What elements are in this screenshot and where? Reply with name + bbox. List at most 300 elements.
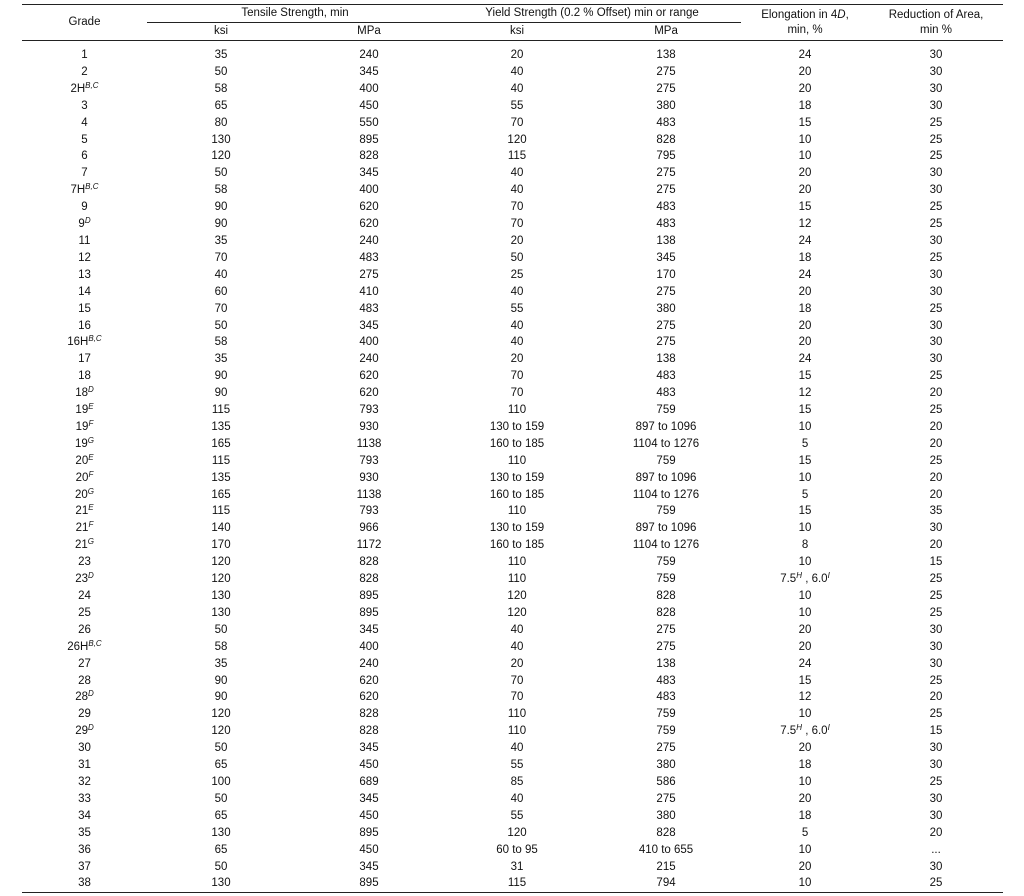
table-row: [22, 132, 1003, 149]
tensile-ksi-cell: 115: [211, 454, 231, 467]
grade-value: 18: [78, 370, 91, 383]
table-row: [22, 520, 1003, 537]
elongation-value: 24: [798, 49, 812, 61]
tensile-mpa-cell: 1172: [356, 539, 382, 552]
grade-header: Grade: [22, 5, 147, 41]
grade-cell: [22, 808, 147, 825]
elongation-cell: [741, 385, 869, 402]
tensile-ksi-cell: 35: [214, 49, 228, 61]
yield-mpa-cell: 483: [656, 370, 676, 383]
yield-ksi-cell: 130 to 159: [489, 522, 545, 535]
yield-ksi-cell: 130 to 159: [489, 420, 545, 433]
yield-ksi-cell: 110: [507, 725, 527, 738]
grade-cell: [22, 554, 147, 571]
table-row: [22, 233, 1003, 250]
elongation-value: 15: [798, 116, 812, 129]
yield-ksi-cell: 110: [507, 573, 527, 586]
yield-ksi-cell: 70: [510, 201, 524, 214]
reduction-area-cell: 25: [929, 454, 943, 467]
reduction-area-cell: 30: [929, 759, 943, 772]
yield-mpa-cell: 138: [656, 49, 676, 61]
grade-footnote: B,C: [88, 638, 102, 648]
reduction-area-cell: 30: [929, 167, 943, 180]
table-row: [22, 571, 1003, 588]
grade-value: 19: [74, 437, 88, 450]
elongation-value: 10: [798, 420, 812, 433]
elongation-cell: [741, 351, 869, 368]
tensile-ksi-cell: 165: [211, 488, 231, 501]
grade-footnote: D: [88, 571, 94, 581]
table-row: [22, 470, 1003, 487]
yield-mpa-cell: 275: [656, 640, 676, 653]
grade-value: 25: [78, 606, 91, 619]
tensile-ksi-cell: 70: [214, 251, 228, 264]
grade-value: 16H: [67, 336, 89, 349]
elongation-value: 15: [798, 404, 812, 417]
elongation-cell: [741, 622, 869, 639]
tensile-ksi-cell: 65: [214, 843, 228, 856]
elongation-cell: [741, 250, 869, 267]
reduction-area-cell: 25: [929, 302, 943, 315]
tensile-mpa-cell: 450: [359, 843, 379, 856]
tensile-mpa-cell: 793: [359, 404, 379, 417]
reduction-area-cell: 25: [929, 708, 943, 721]
tensile-ksi-cell: 165: [211, 437, 231, 450]
yield-ksi-cell: 70: [510, 116, 524, 129]
yield-ksi-cell: 70: [510, 218, 524, 231]
yield-mpa-cell: 138: [656, 234, 676, 247]
tensile-ksi-cell: 90: [214, 387, 228, 400]
reduction-area-cell: 25: [929, 573, 943, 586]
grade-value: 29: [78, 708, 91, 721]
elongation-footnote: H: [796, 571, 802, 581]
reduction-area-cell: 30: [929, 99, 943, 112]
tensile-ksi-cell: 120: [211, 556, 231, 569]
elongation-value: 15: [798, 674, 812, 687]
elongation-cell: [741, 605, 869, 622]
elongation-value-2: , 6.0: [802, 725, 828, 738]
table-row: [22, 64, 1003, 81]
grade-cell: [22, 723, 147, 740]
grade-value: 37: [78, 860, 91, 873]
reduction-area-cell: 20: [929, 539, 943, 552]
table-row: [22, 757, 1003, 774]
tensile-ksi-cell: 65: [214, 759, 228, 772]
elongation-cell: [741, 503, 869, 520]
grade-cell: [22, 199, 147, 216]
grade-cell: [22, 284, 147, 301]
grade-value: 36: [78, 843, 91, 856]
table-row: [22, 81, 1003, 98]
grade-cell: [22, 639, 147, 656]
grade-value: 9: [78, 218, 85, 231]
grade-value: 34: [78, 809, 91, 822]
elongation-value: 20: [798, 640, 812, 653]
tensile-mpa-cell: 275: [359, 268, 379, 281]
elongation-cell: [741, 673, 869, 690]
tensile-mpa-cell: 828: [359, 708, 379, 721]
tensile-ksi-cell: 100: [211, 775, 231, 788]
table-header: [22, 5, 1003, 41]
elongation-footnote-2: I: [827, 723, 830, 733]
tensile-ksi-cell: 50: [214, 65, 228, 78]
grade-cell: [22, 706, 147, 723]
table-row: [22, 639, 1003, 656]
yield-ksi-cell: 110: [507, 404, 527, 417]
reduction-area-cell: 30: [929, 49, 943, 61]
grade-cell: [22, 487, 147, 504]
table-row: [22, 875, 1003, 892]
table-row: [22, 250, 1003, 267]
elongation-value: 20: [798, 167, 812, 180]
reduction-area-cell: 25: [929, 370, 943, 383]
tensile-mpa-cell: 483: [359, 251, 379, 264]
elongation-value: 24: [798, 657, 812, 670]
elongation-value: 20: [798, 319, 812, 332]
elongation-cell: [741, 588, 869, 605]
tensile-ksi-cell: 130: [211, 606, 231, 619]
yield-ksi-cell: 40: [510, 167, 524, 180]
table-row: [22, 588, 1003, 605]
yield-mpa-cell: 275: [656, 65, 676, 78]
grade-footnote: E: [88, 503, 94, 513]
tensile-mpa-cell: 828: [359, 556, 379, 569]
grade-cell: [22, 41, 147, 64]
reduction-area-cell: 30: [929, 285, 943, 298]
yield-mpa-cell: 275: [656, 167, 676, 180]
tensile-requirements-table: [22, 4, 1003, 893]
tensile-mpa-cell: 240: [359, 353, 379, 366]
tensile-mpa-cell: 345: [359, 623, 379, 636]
reduction-area-cell: 30: [929, 623, 943, 636]
table-row: [22, 115, 1003, 132]
yield-ksi-cell: 55: [510, 302, 524, 315]
tensile-ksi-cell: 80: [214, 116, 228, 129]
tensile-ksi-cell: 115: [211, 505, 231, 518]
yield-ksi-cell: 115: [443, 875, 591, 892]
yield-mpa-cell: 759: [656, 556, 676, 569]
elongation-cell: [741, 81, 869, 98]
grade-cell: [22, 216, 147, 233]
elongation-value: 20: [798, 623, 812, 636]
tensile-ksi-cell: 130: [147, 875, 295, 892]
grade-value: 2H: [70, 82, 86, 95]
grade-value: 16: [78, 319, 91, 332]
yield-ksi-cell: 20: [510, 657, 524, 670]
tensile-mpa-cell: 240: [359, 657, 379, 670]
yield-ksi-cell: 55: [510, 759, 524, 772]
table-body: [22, 41, 1003, 893]
reduction-area-cell: ...: [931, 843, 941, 856]
yield-mpa-cell: 828: [656, 826, 676, 839]
grade-value: 17: [78, 353, 91, 366]
grade-value: 20: [75, 454, 89, 467]
grade-value: 24: [78, 590, 91, 602]
reduction-area-cell: 30: [929, 792, 943, 805]
tensile-mpa-cell: 620: [359, 387, 379, 400]
yield-mpa-cell: 275: [656, 623, 676, 636]
grade-cell: [22, 64, 147, 81]
table-row: [22, 605, 1003, 622]
grade-value: 7H: [70, 184, 86, 197]
table-row: [22, 706, 1003, 723]
tensile-ksi-cell: 120: [211, 708, 231, 721]
elongation-cell: [741, 639, 869, 656]
elongation-value: 18: [798, 809, 812, 822]
grade-value: 23: [78, 556, 91, 569]
reduction-area-cell: 30: [929, 336, 943, 349]
elongation-value: 7.5: [780, 573, 797, 586]
reduction-area-header-text: Reduction of Area,: [888, 8, 984, 21]
yield-ksi-cell: 160 to 185: [489, 488, 545, 501]
tensile-mpa-cell: 620: [359, 674, 379, 687]
yield-ksi-cell: 40: [510, 285, 524, 298]
yield-ksi-cell: 40: [510, 742, 524, 755]
grade-cell: [22, 605, 147, 622]
elongation-cell: [741, 554, 869, 571]
grade-value: 29: [75, 725, 88, 738]
reduction-area-cell: 25: [929, 116, 943, 129]
table-row: [22, 842, 1003, 859]
yield-mpa-cell: 380: [656, 99, 676, 112]
table-row: [22, 165, 1003, 182]
grade-value: 7: [81, 167, 88, 180]
elongation-value: 10: [798, 708, 812, 721]
reduction-area-cell: 25: [929, 590, 943, 602]
tensile-mpa-cell: 483: [359, 302, 379, 315]
elongation-cell: [741, 537, 869, 554]
tensile-mpa-cell: 895: [359, 606, 379, 619]
yield-mpa-cell: 138: [656, 353, 676, 366]
grade-cell: [22, 81, 147, 98]
yield-ksi-cell: 70: [510, 691, 524, 704]
grade-cell: [22, 774, 147, 791]
elongation-value: 18: [798, 251, 812, 264]
yield-mpa-cell: 410 to 655: [638, 843, 694, 856]
elongation-header-comma: ,: [845, 8, 849, 21]
tensile-ksi-cell: 135: [211, 471, 231, 484]
grade-cell: [22, 842, 147, 859]
table-row: [22, 199, 1003, 216]
tensile-mpa-cell: 689: [359, 775, 379, 788]
elongation-cell: [741, 689, 869, 706]
elongation-value: 10: [798, 471, 812, 484]
reduction-area-cell: 25: [929, 775, 943, 788]
tensile-ksi-cell: 120: [211, 725, 231, 738]
table-row: [22, 453, 1003, 470]
grade-value: 12: [78, 251, 91, 264]
yield-ksi-cell: 40: [510, 623, 524, 636]
grade-cell: [22, 318, 147, 335]
table-row: [22, 216, 1003, 233]
grade-value: 19: [75, 404, 89, 417]
reduction-area-cell: 25: [929, 150, 943, 163]
elongation-cell: [741, 165, 869, 182]
reduction-area-cell: 30: [929, 82, 943, 95]
table-row: [22, 368, 1003, 385]
grade-value: 9: [81, 201, 88, 214]
reduction-area-cell: 20: [929, 387, 943, 400]
tensile-mpa-cell: 345: [359, 167, 379, 180]
tensile-ksi-cell: 58: [214, 640, 228, 653]
yield-mpa-cell: 828: [656, 606, 676, 619]
yield-ksi-cell: 40: [510, 65, 524, 78]
grade-cell: [22, 859, 147, 876]
grade-cell: [22, 165, 147, 182]
tensile-ksi-cell: 90: [214, 674, 228, 687]
tensile-mpa-cell: 345: [359, 742, 379, 755]
grade-cell: [22, 520, 147, 537]
grade-value: 13: [78, 268, 91, 281]
yield-ksi-cell: 40: [510, 319, 524, 332]
yield-ksi-cell: 120: [507, 133, 527, 146]
yield-ksi-cell: 60 to 95: [496, 843, 538, 856]
elongation-value: 10: [798, 843, 812, 856]
elongation-value: 18: [798, 302, 812, 315]
tensile-ksi-cell: 35: [214, 353, 228, 366]
tensile-ksi-cell: 65: [214, 809, 228, 822]
tensile-mpa-cell: 550: [359, 116, 379, 129]
elongation-cell: [741, 520, 869, 537]
grade-cell: [22, 419, 147, 436]
tensile-mpa-cell: 895: [295, 875, 443, 892]
yield-mpa-cell: 483: [656, 674, 676, 687]
reduction-area-cell: 25: [929, 133, 943, 146]
grade-value: 21: [74, 539, 88, 552]
tensile-ksi-cell: 90: [214, 201, 228, 214]
grade-footnote: D: [84, 216, 91, 226]
tensile-mpa-cell: 895: [359, 590, 379, 602]
elongation-cell: [741, 115, 869, 132]
reduction-area-cell: 30: [929, 809, 943, 822]
grade-cell: [22, 148, 147, 165]
table-row: [22, 487, 1003, 504]
elongation-value: 15: [798, 201, 812, 214]
grade-value: 2: [81, 65, 88, 78]
table-row: [22, 301, 1003, 318]
tensile-ksi-cell: 58: [214, 336, 228, 349]
grade-value: 28: [78, 674, 91, 687]
tensile-mpa-cell: 345: [359, 860, 379, 873]
tensile-mpa-cell: 930: [359, 420, 379, 433]
tensile-ksi-cell: 35: [214, 657, 228, 670]
reduction-area-cell: 25: [929, 606, 943, 619]
elongation-value: 10: [798, 606, 812, 619]
elongation-cell: [741, 656, 869, 673]
reduction-area-cell: 30: [929, 268, 943, 281]
yield-mpa-cell: 1104 to 1276: [632, 437, 700, 450]
tensile-ksi-cell: 65: [214, 99, 228, 112]
elongation-footnote-2: I: [827, 571, 830, 581]
yield-ksi-cell: 160 to 185: [489, 539, 545, 552]
elongation-value: 24: [798, 353, 812, 366]
grade-value: 20: [74, 488, 88, 501]
grade-value: 19: [75, 420, 89, 433]
yield-mpa-cell: 483: [656, 387, 676, 400]
yield-mpa-cell: 275: [656, 285, 676, 298]
grade-value: 26: [78, 623, 91, 636]
yield-ksi-cell: 50: [510, 251, 524, 264]
reduction-area-cell: 30: [929, 640, 943, 653]
yield-mpa-cell: 897 to 1096: [635, 522, 697, 535]
yield-ksi-cell: 20: [510, 234, 524, 247]
table-row: [22, 436, 1003, 453]
tensile-mpa-cell: 620: [359, 370, 379, 383]
grade-value: 4: [81, 116, 88, 129]
tensile-ksi-cell: 140: [211, 522, 231, 535]
yield-mpa-cell: 1104 to 1276: [632, 488, 700, 501]
grade-cell: [22, 301, 147, 318]
elongation-header-text: Elongation in 4: [761, 8, 838, 21]
tensile-ksi-cell: 130: [211, 133, 231, 146]
tensile-mpa-cell: 400: [359, 640, 379, 653]
yield-ksi-cell: 55: [510, 809, 524, 822]
elongation-value: 10: [798, 522, 812, 535]
tensile-ksi-cell: 35: [214, 234, 228, 247]
grade-footnote: D: [88, 723, 94, 733]
reduction-area-cell: 25: [929, 404, 943, 417]
grade-cell: [22, 453, 147, 470]
elongation-value: 10: [798, 133, 812, 146]
grade-cell: [22, 571, 147, 588]
grade-footnote: F: [88, 520, 94, 530]
reduction-area-cell: 30: [929, 353, 943, 366]
elongation-value: 20: [798, 336, 812, 349]
yield-mpa-cell: 380: [656, 302, 676, 315]
table-row: [22, 689, 1003, 706]
elongation-value: 8: [801, 539, 809, 552]
elongation-cell: [741, 453, 869, 470]
grade-cell: [22, 470, 147, 487]
grade-footnote: D: [88, 689, 94, 699]
yield-mpa-cell: 380: [656, 759, 676, 772]
yield-strength-header: Yield Strength (0.2 % Offset) min or range: [443, 5, 741, 23]
yield-mpa-cell: 380: [656, 809, 676, 822]
table-row: [22, 740, 1003, 757]
table-row: [22, 182, 1003, 199]
table-row: [22, 859, 1003, 876]
table-row: [22, 503, 1003, 520]
reduction-area-cell: 30: [929, 65, 943, 78]
elongation-value: 20: [798, 860, 812, 873]
grade-cell: [22, 791, 147, 808]
grade-footnote: G: [87, 537, 95, 547]
elongation-cell: [741, 284, 869, 301]
grade-cell: [22, 351, 147, 368]
grade-value: 18: [75, 387, 88, 400]
elongation-cell: [741, 301, 869, 318]
yield-mpa-cell: 483: [656, 218, 676, 231]
elongation-value: 24: [798, 268, 812, 281]
elongation-value: 12: [798, 218, 812, 231]
reduction-area-cell: 20: [929, 488, 943, 501]
tensile-mpa-cell: 450: [359, 809, 379, 822]
yield-ksi-cell: 40: [510, 184, 524, 197]
elongation-cell: [741, 571, 869, 588]
tensile-ksi-cell: 120: [211, 150, 231, 163]
elongation-cell: [741, 182, 869, 199]
grade-value: 23: [75, 573, 88, 586]
yield-ksi-cell: 70: [510, 370, 524, 383]
yield-mpa-cell: 275: [656, 319, 676, 332]
grade-value: 1: [81, 49, 88, 61]
elongation-cell: [741, 487, 869, 504]
grade-footnote: E: [88, 452, 94, 462]
grade-value: 38: [78, 877, 91, 890]
yield-ksi-cell: 40: [510, 82, 524, 95]
yield-mpa-cell: 215: [656, 860, 676, 873]
yield-mpa-cell: 897 to 1096: [635, 420, 697, 433]
